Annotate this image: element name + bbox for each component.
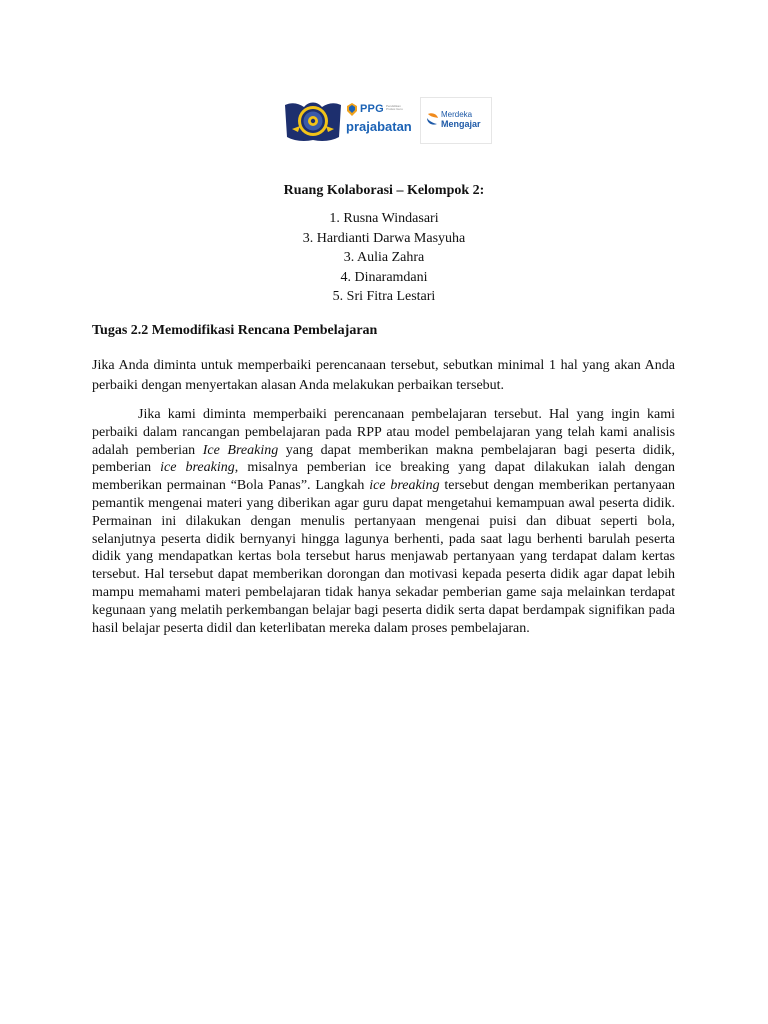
merdeka-mengajar-icon — [426, 112, 439, 126]
member-item: 3. Hardianti Darwa Masyuha — [302, 230, 466, 246]
answer-text: yang dapat memberikan makna pembelajaran bagi peserta didik, pemberian — [92, 442, 675, 476]
group-title: Ruang Kolaborasi – Kelompok 2: — [283, 183, 485, 198]
ppg-logo-subtext: Pendidikan Profesi Guru — [386, 104, 403, 111]
member-item: 4. Dinaramdani — [340, 269, 428, 285]
answer-text: , misalnya pemberian ice breaking yang dapat dilakukan ialah dengan memberikan permainan “Bola Panas”. Langkah — [92, 460, 675, 494]
ppg-logo-text: PPG — [360, 103, 384, 115]
merdeka-text: Merdeka — [441, 110, 473, 119]
task-heading: Tugas 2.2 Memodifikasi Rencana Pembelajaran — [92, 323, 378, 338]
merdeka-mengajar-logo — [420, 97, 492, 144]
mengajar-text: Mengajar — [441, 119, 481, 129]
ppg-prajabatan-logo — [346, 103, 412, 139]
answer-emphasis: Ice Breaking — [202, 442, 279, 458]
answer-paragraph — [92, 406, 675, 637]
member-list — [0, 209, 768, 307]
prajabatan-logo-text: prajabatan — [346, 119, 412, 134]
member-item: 5. Sri Fitra Lestari — [332, 289, 436, 305]
answer-text: tersebut dengan memberikan pertanyaan pemantik mengenai materi yang diberikan agar guru dapat mengetahui kemampuan awal peserta didik. Permainan ini dilakukan dengan menulis pertanyaan mengenai puisi dan dibuat seperti bola, selanjutnya peserta didik bernyanyi hingga lagunya berhenti, pada saat lagu berhenti barulah peserta didik yang mendapatkan kertas bola tersebut harus menjawab pertanyaan yang terdapat dalam kertas tersebut. Hal tersebut dapat memberikan dorongan dan motivasi kepada peserta didik agar dapat lebih mampu memahami materi pembelajaran tidak hanya sekadar pemberian game saja melainkan terdapat kegunaan yang melatih perkembangan belajar bagi peserta didik serta dapat berdampak signifikan pada hasil belajar peserta didil dan keterlibatan mereka dalam proses pembelajaran. — [92, 478, 675, 636]
answer-text: Jika kami diminta memperbaiki perencanaan pembelajaran tersebut. Hal yang ingin kami perbaiki dalam rancangan pembelajaran pada RPP atau model pembelajaran yang telah kami analisis adalah pemberian — [92, 407, 675, 458]
member-item: 3. Aulia Zahra — [343, 250, 425, 266]
ppg-emblem-icon — [346, 103, 358, 117]
member-item: 1. Rusna Windasari — [329, 211, 439, 226]
question-paragraph: Jika Anda diminta untuk memperbaiki perencanaan tersebut, sebutkan minimal 1 hal yang akan Anda perbaiki dengan menyertakan alasan Anda melakukan perbaikan tersebut. — [92, 358, 675, 393]
answer-emphasis: ice breaking — [369, 478, 440, 494]
logo-strip — [282, 97, 494, 145]
university-seal-icon — [282, 99, 344, 143]
answer-emphasis: ice breaking — [160, 460, 235, 476]
